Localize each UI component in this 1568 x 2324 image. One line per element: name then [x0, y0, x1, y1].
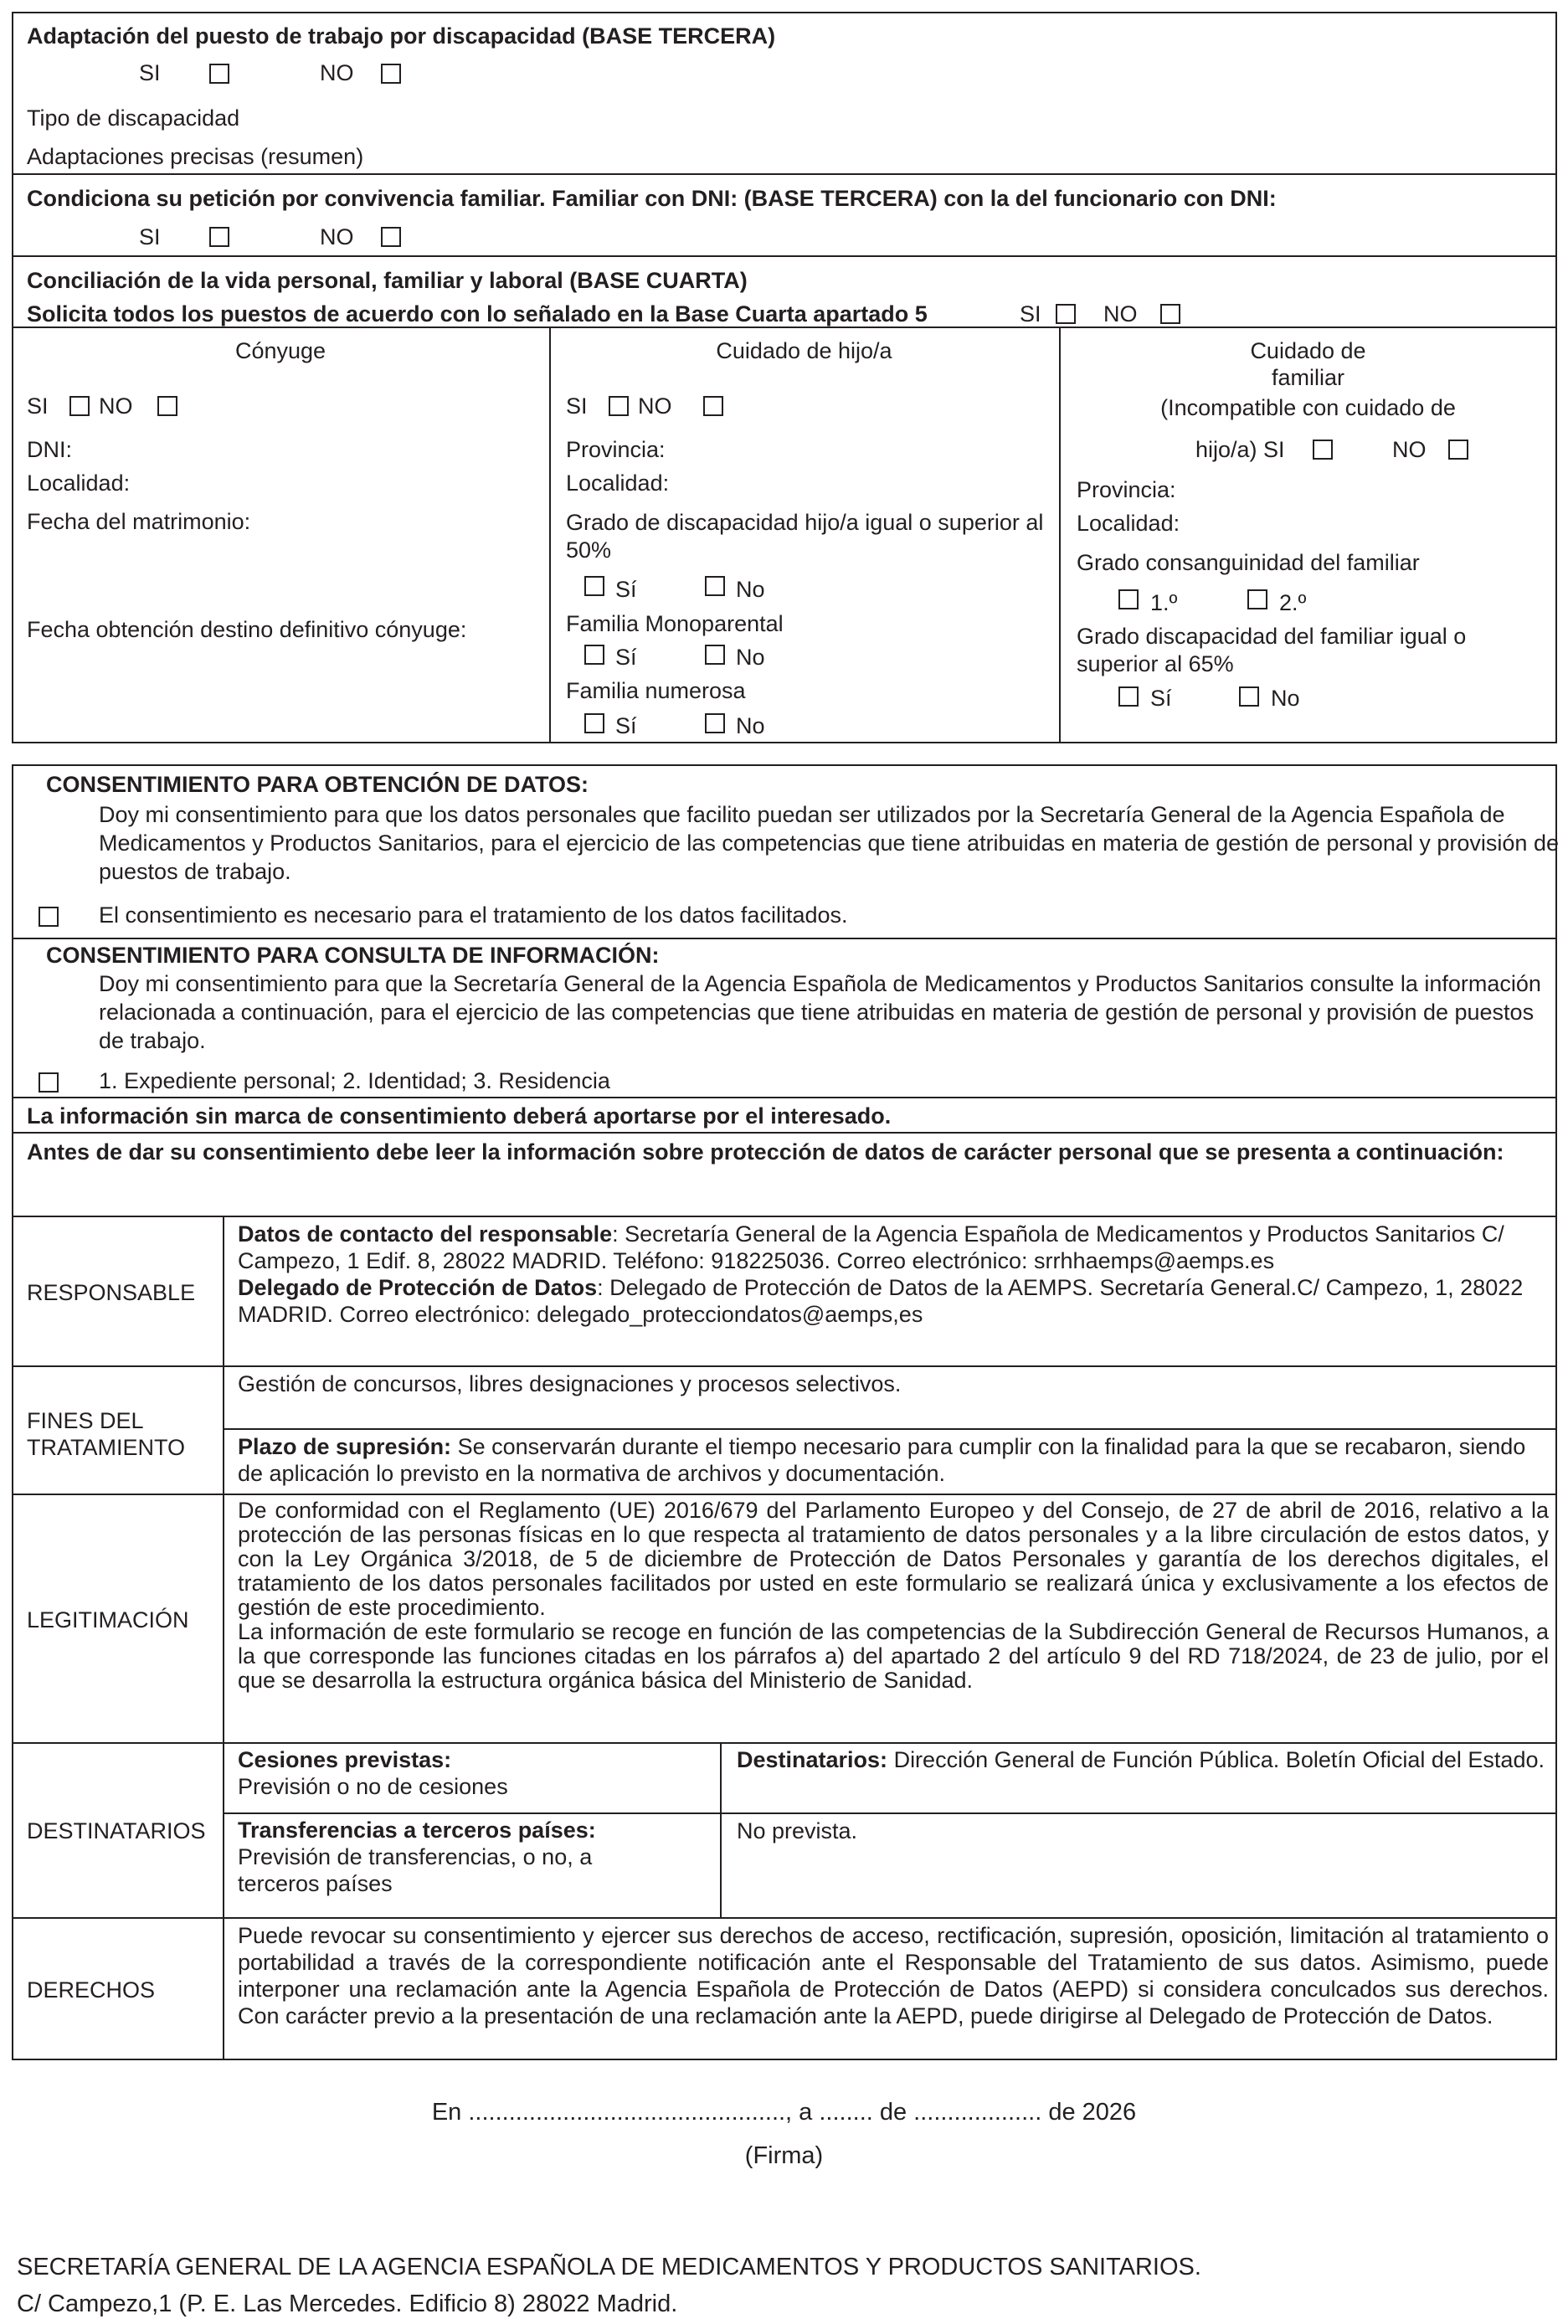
condiciona-si-checkbox[interactable] — [209, 227, 229, 247]
conyuge-header: Cónyuge — [234, 338, 326, 363]
familiar-no-label: NO — [1392, 437, 1427, 462]
grado-primero-checkbox[interactable] — [1118, 589, 1139, 609]
familiar-si-checkbox[interactable] — [1313, 440, 1333, 460]
condiciona-title: Condiciona su petición por convivencia familiar. Familiar con DNI: (BASE TERCERA) con la del funcionario con DNI: — [27, 186, 1277, 211]
divider — [12, 1097, 1557, 1098]
familiar-no-checkbox[interactable] — [1448, 440, 1468, 460]
tipo-discapacidad-label: Tipo de discapacidad — [27, 105, 240, 131]
divider — [12, 255, 1557, 257]
familiar-provincia: Provincia: — [1077, 477, 1176, 502]
cesiones-bold: Cesiones previstas: — [238, 1747, 452, 1772]
adaptacion-no-label: NO — [320, 60, 354, 85]
conciliacion-si-checkbox[interactable] — [1056, 304, 1076, 324]
conyuge-localidad: Localidad: — [27, 470, 131, 496]
hijo-no-label: NO — [638, 393, 672, 419]
cesiones-cell — [238, 1746, 707, 1800]
hijo-si-checkbox[interactable] — [609, 396, 629, 416]
firma-lugar: En ..............................................., a ........ de ................... de 2026 — [431, 2099, 1137, 2126]
divider — [223, 1216, 224, 2060]
familiar-header-4: hijo/a) SI — [1195, 437, 1285, 462]
conyuge-si-label: SI — [27, 393, 49, 419]
conciliacion-no-checkbox[interactable] — [1160, 304, 1180, 324]
conyuge-no-label: NO — [99, 393, 133, 419]
divider — [12, 1365, 1557, 1367]
hijo-grado-no-label: No — [736, 577, 765, 602]
consent-consulta-text: Doy mi consentimiento para que la Secretaría General de la Agencia Española de Medicamentos y Productos Sanitarios consulte la información relacionada a continuación, para el ejercicio de las competencias que tiene atribuidas en materia de gestión de personal y provisión de puestos de trabajo. — [99, 971, 1541, 1053]
divider — [549, 326, 551, 743]
monoparental-no-checkbox[interactable] — [705, 645, 725, 665]
grado-primero-label: 1.º — [1150, 590, 1178, 615]
plazo-text — [238, 1433, 1544, 1487]
transferencias-text: Previsión de transferencias, o no, a terceros países — [238, 1844, 593, 1896]
legitimacion-p2: La información de este formulario se recoge en función de las competencias de la Subdirección General de Recursos Humanos, a la que corresponde las funciones citadas en los párrafos a) del apartado 2 del artículo 9 del RD 718/2024, de 23 de julio, por el que se desarrolla la estructura orgánica básica del Ministerio de Sanidad. — [238, 1619, 1549, 1693]
conyuge-dni: DNI: — [27, 437, 72, 462]
conciliacion-si-label: SI — [1020, 301, 1041, 326]
fines-label-1: FINES DEL — [27, 1408, 144, 1433]
divider — [12, 1917, 1557, 1919]
familiar-disc-no-checkbox[interactable] — [1239, 686, 1259, 707]
adaptaciones-label: Adaptaciones precisas (resumen) — [27, 144, 364, 169]
conciliacion-title: Conciliación de la vida personal, familiar y laboral (BASE CUARTA) — [27, 268, 748, 293]
consent-datos-checkbox[interactable] — [39, 907, 59, 927]
hijo-localidad: Localidad: — [566, 470, 670, 496]
monoparental-si-checkbox[interactable] — [584, 645, 604, 665]
familiar-grado-cons: Grado consanguinidad del familiar — [1077, 550, 1420, 575]
consent-consulta-checkbox[interactable] — [39, 1072, 59, 1093]
adaptacion-si-label: SI — [139, 60, 161, 85]
monoparental-si-label: Sí — [615, 645, 637, 670]
conyuge-no-checkbox[interactable] — [157, 396, 177, 416]
hijo-monoparental: Familia Monoparental — [566, 611, 784, 636]
responsable-bold-2: Delegado de Protección de Datos — [238, 1275, 598, 1300]
destinatarios-label: DESTINATARIOS — [27, 1818, 206, 1843]
hijo-grado-no-checkbox[interactable] — [705, 576, 725, 596]
divider — [12, 1216, 1557, 1217]
familiar-header-1: Cuidado de — [1250, 338, 1366, 363]
conyuge-fecha-destino: Fecha obtención destino definitivo cónyuge: — [27, 617, 467, 642]
divider — [223, 1812, 1557, 1814]
consent-datos-text: Doy mi consentimiento para que los datos personales que facilito puedan ser utilizados por la Secretaría General de la Agencia Española de Medicamentos y Productos Sanitarios, para el ejercicio de las competencias que tiene atribuidas en materia de gestión de personal y provisión de puestos de trabajo. — [99, 802, 1559, 884]
cesiones-text: Previsión o no de cesiones — [238, 1774, 508, 1799]
familiar-header-3: (Incompatible con cuidado de — [1160, 395, 1456, 420]
conyuge-si-checkbox[interactable] — [69, 396, 90, 416]
plazo-bold: Plazo de supresión: — [238, 1434, 452, 1459]
derechos-text: Puede revocar su consentimiento y ejercer sus derechos de acceso, rectificación, supresión, oposición, limitación al tratamiento o portabilidad a través de la correspondiente notificación ante el Responsable del Tratamiento de sus datos. Asimismo, puede interponer una reclamación ante la Agencia Española de Protección de Datos (AEPD) si considera conculcados sus derechos. Con carácter previo a la presentación de una reclamación ante la AEPD, puede dirigirse al Delegado de Protección de Datos. — [238, 1923, 1549, 2028]
divider — [12, 1132, 1557, 1134]
conciliacion-no-label: NO — [1103, 301, 1138, 326]
condiciona-si-label: SI — [139, 224, 161, 249]
footer-line1: SECRETARÍA GENERAL DE LA AGENCIA ESPAÑOLA DE MEDICAMENTOS Y PRODUCTOS SANITARIOS. — [17, 2254, 1201, 2280]
fines-text: Gestión de concursos, libres designaciones y procesos selectivos. — [238, 1371, 902, 1396]
adaptacion-no-checkbox[interactable] — [381, 64, 401, 84]
conyuge-fecha-matrimonio: Fecha del matrimonio: — [27, 509, 251, 534]
hijo-numerosa: Familia numerosa — [566, 678, 746, 703]
consent-consulta-check-label: 1. Expediente personal; 2. Identidad; 3. Residencia — [99, 1068, 610, 1093]
responsable-text-2: : Delegado de Protección de Datos de la AEMPS. Secretaría General.C/ Campezo, 1, 28022 MADRID. Correo electrónico: delegado_protecciondatos@aemps,es — [238, 1275, 1524, 1327]
divider — [12, 173, 1557, 175]
hijo-no-checkbox[interactable] — [703, 396, 723, 416]
responsable-label: RESPONSABLE — [27, 1280, 196, 1305]
familiar-disc-no-label: No — [1271, 686, 1300, 711]
familiar-localidad: Localidad: — [1077, 511, 1180, 536]
sin-marca-notice: La información sin marca de consentimiento deberá aportarse por el interesado. — [27, 1103, 892, 1129]
condiciona-no-label: NO — [320, 224, 354, 249]
divider — [12, 1494, 1557, 1495]
grado-segundo-label: 2.º — [1279, 590, 1307, 615]
familiar-header-2: familiar — [1271, 365, 1344, 390]
hijo-si-label: SI — [566, 393, 588, 419]
grado-segundo-checkbox[interactable] — [1247, 589, 1267, 609]
hijo-grado-si-label: Sí — [615, 577, 637, 602]
consent-datos-check-label: El consentimiento es necesario para el tratamiento de los datos facilitados. — [99, 902, 848, 928]
hijo-header: Cuidado de hijo/a — [716, 338, 892, 363]
divider — [720, 1742, 722, 1917]
plazo-body: Se conservarán durante el tiempo necesario para cumplir con la finalidad para la que se recabaron, siendo de aplicación lo previsto en la normativa de archivos y documentación. — [238, 1434, 1526, 1486]
transferencias-cell — [238, 1817, 656, 1897]
fines-label-2: TRATAMIENTO — [27, 1435, 185, 1460]
legitimacion-text — [238, 1499, 1549, 1693]
hijo-provincia: Provincia: — [566, 437, 666, 462]
firma-label: (Firma) — [744, 2142, 824, 2169]
responsable-text — [238, 1221, 1544, 1328]
numerosa-si-label: Sí — [615, 713, 637, 738]
hijo-grado-si-checkbox[interactable] — [584, 576, 604, 596]
destinatarios-bold: Destinatarios: — [737, 1747, 888, 1772]
responsable-text-1: : Secretaría General de la Agencia Española de Medicamentos y Productos Sanitarios C/ Campezo, 1 Edif. 8, 28022 MADRID. Teléfono: 918225036. Correo electrónico: srrhhaemps@aemps.es — [238, 1221, 1504, 1273]
divider — [223, 1428, 1557, 1430]
responsable-bold-1: Datos de contacto del responsable — [238, 1221, 613, 1247]
hijo-grado: Grado de discapacidad hijo/a igual o superior al 50% — [566, 510, 1044, 563]
footer-line2: C/ Campezo,1 (P. E. Las Mercedes. Edificio 8) 28022 Madrid. — [17, 2291, 678, 2317]
divider — [12, 1742, 1557, 1744]
familiar-disc-si-label: Sí — [1150, 686, 1172, 711]
familiar-disc-si-checkbox[interactable] — [1118, 686, 1139, 707]
familiar-grado-disc: Grado discapacidad del familiar igual o superior al 65% — [1077, 624, 1467, 676]
adaptacion-si-checkbox[interactable] — [209, 64, 229, 84]
legitimacion-label: LEGITIMACIÓN — [27, 1607, 189, 1632]
transferencias-bold: Transferencias a terceros países: — [238, 1818, 596, 1843]
antes-notice: Antes de dar su consentimiento debe leer la información sobre protección de datos de carácter personal que se presenta a continuación: — [27, 1139, 1504, 1165]
conciliacion-solicita: Solicita todos los puestos de acuerdo con lo señalado en la Base Cuarta apartado 5 — [27, 301, 928, 326]
destinatarios-text: Dirección General de Función Pública. Boletín Oficial del Estado. — [887, 1747, 1545, 1772]
condiciona-no-checkbox[interactable] — [381, 227, 401, 247]
derechos-label: DERECHOS — [27, 1977, 156, 2003]
legitimacion-p1: De conformidad con el Reglamento (UE) 2016/679 del Parlamento Europeo y del Consejo, de 27 de abril de 2016, relativo a la protección de las personas físicas en lo que respecta al tratamiento de datos personales y a la libre circulación de estos datos, y con la Ley Orgánica 3/2018, de 5 de diciembre de Protección de Datos Personales y garantía de los derechos digitales, el tratamiento de los datos personales facilitados por usted en este formulario se realizará única y exclusivamente a los efectos de gestión de este procedimiento. — [238, 1498, 1549, 1620]
monoparental-no-label: No — [736, 645, 765, 670]
consent-consulta-title: CONSENTIMIENTO PARA CONSULTA DE INFORMACIÓN: — [46, 943, 660, 968]
destinatarios-cell — [737, 1746, 1545, 1773]
numerosa-no-checkbox[interactable] — [705, 713, 725, 733]
adaptacion-title: Adaptación del puesto de trabajo por discapacidad (BASE TERCERA) — [27, 23, 776, 49]
numerosa-no-label: No — [736, 713, 765, 738]
consent-datos-title: CONSENTIMIENTO PARA OBTENCIÓN DE DATOS: — [46, 772, 589, 797]
divider — [12, 938, 1557, 939]
numerosa-si-checkbox[interactable] — [584, 713, 604, 733]
no-prevista: No prevista. — [737, 1818, 858, 1843]
